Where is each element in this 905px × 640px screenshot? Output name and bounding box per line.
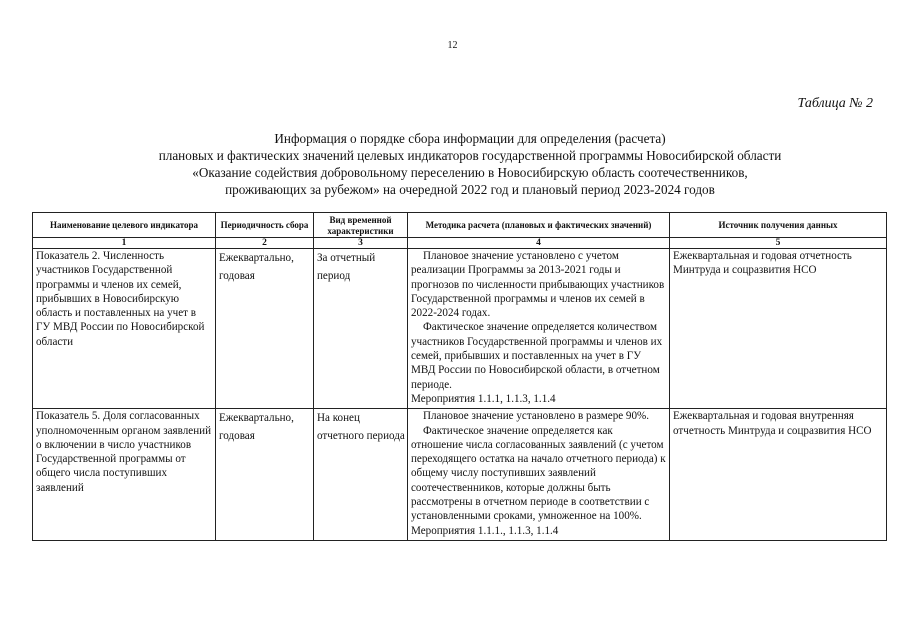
method-cell: [408, 249, 670, 409]
page-number: 12: [447, 40, 458, 51]
method-measures: Мероприятия 1.1.1., 1.1.3, 1.1.4: [411, 524, 559, 537]
periodicity-cell: Ежеквартально, годовая: [216, 249, 314, 409]
table-header-row: [33, 213, 887, 238]
table-row: [33, 249, 887, 409]
method-cell: [408, 409, 670, 541]
source-cell: Ежеквартальная и годовая внутренняя отчетность Минтруда и соцразвития НСО: [670, 409, 887, 541]
header-method: Методика расчета (плановых и фактических значений): [408, 213, 670, 238]
title-line: проживающих за рубежом» на очередной 2022 год и плановый период 2023-2024 годов: [225, 182, 715, 197]
source-cell: Ежеквартальная и годовая отчетность Минтруда и соцразвития НСО: [670, 249, 887, 409]
indicators-table: [32, 212, 887, 541]
document-title: [60, 130, 880, 198]
column-number-row: [33, 238, 887, 249]
column-number: 5: [670, 238, 887, 249]
method-paragraph: Фактическое значение определяется как отношение числа согласованных заявлений (с учетом переходящего остатка на начало отчетного периода) к общему числу поступивших заявлений соотечественников, которые должны быть рассмотрены в отчетном периоде в соответствии с установленными сроками, умноженное на 100%.: [411, 424, 666, 523]
indicator-cell: Показатель 2. Численность участников Государственной программы и членов их семей, прибывших в Новосибирскую область и поставленных на учет в ГУ МВД России по Новосибирской области: [33, 249, 216, 409]
indicator-cell: Показатель 5. Доля согласованных уполномоченным органом заявлений о включении в число участников Государственной программы от общего числа поступивших заявлений: [33, 409, 216, 541]
column-number: 1: [33, 238, 216, 249]
header-source: Источник получения данных: [670, 213, 887, 238]
column-number: 3: [314, 238, 408, 249]
table-label: Таблица № 2: [797, 96, 873, 111]
title-line: плановых и фактических значений целевых индикаторов государственной программы Новосибирской области: [158, 148, 782, 163]
header-indicator: Наименование целевого индикатора: [33, 213, 216, 238]
periodicity-cell: Ежеквартально, годовая: [216, 409, 314, 541]
table-row: [33, 409, 887, 541]
method-paragraph: Плановое значение установлено в размере 90%.: [423, 410, 650, 423]
column-number: 2: [216, 238, 314, 249]
title-line: «Оказание содействия добровольному переселению в Новосибирскую область соотечественников,: [192, 165, 748, 180]
time-type-cell: За отчетный период: [314, 249, 408, 409]
title-line: Информация о порядке сбора информации для определения (расчета): [274, 131, 666, 146]
header-periodicity: Периодичность сбора: [216, 213, 314, 238]
time-type-cell: На конец отчетного периода: [314, 409, 408, 541]
header-time-type: Вид временной характеристики: [314, 213, 408, 238]
method-paragraph: Фактическое значение определяется количеством участников Государственной программы и членов их семей, прибывших и поставленных на учет в ГУ МВД России по Новосибирской области, в отчетном периоде.: [411, 321, 663, 391]
method-paragraph: Плановое значение установлено с учетом реализации Программы за 2013-2021 годы и прогнозов по численности прибывающих участников Государственной программы и членов их семей в 2022-2024 годах.: [411, 250, 665, 320]
method-measures: Мероприятия 1.1.1, 1.1.3, 1.1.4: [411, 392, 556, 405]
column-number: 4: [408, 238, 670, 249]
